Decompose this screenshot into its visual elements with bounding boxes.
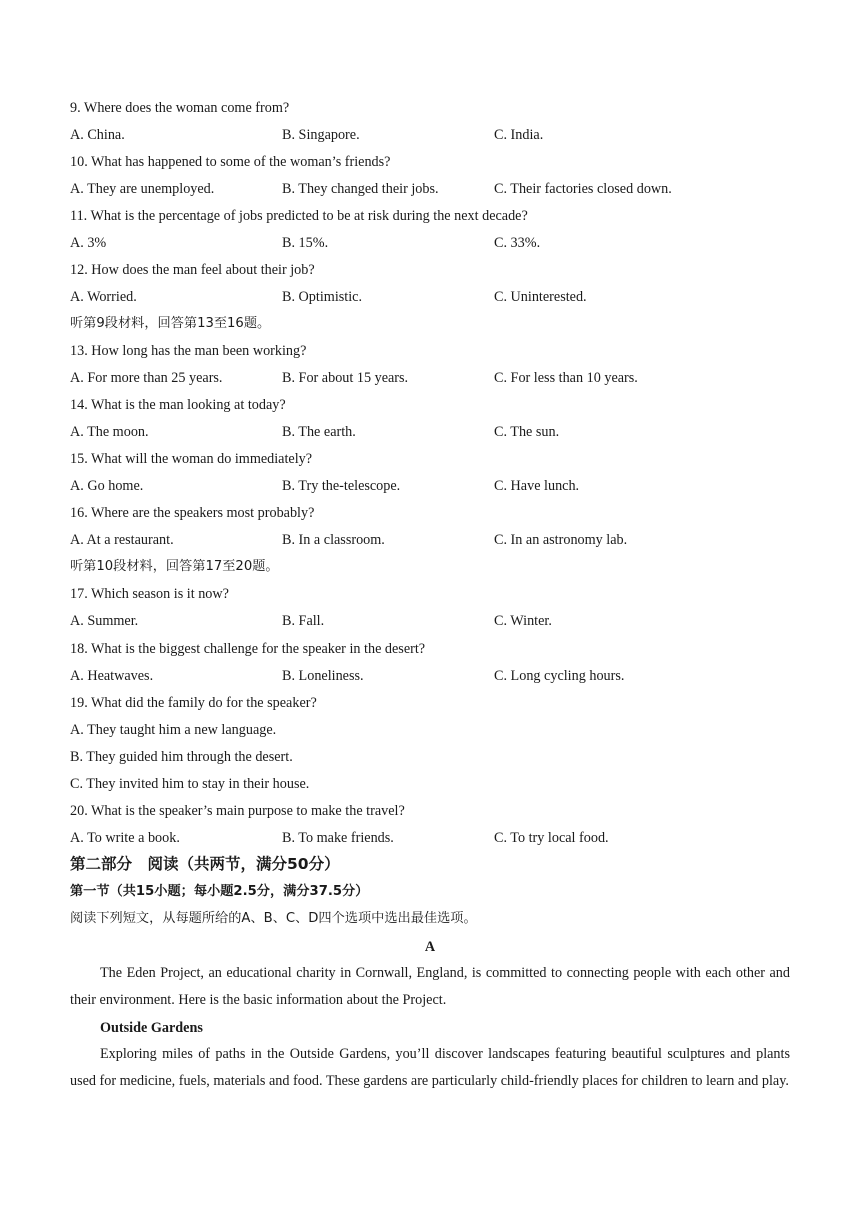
q9-option-b: B. Singapore. xyxy=(282,127,360,143)
q10-option-a: A. They are unemployed. xyxy=(70,181,215,197)
question-13: 13. How long has the man been working? xyxy=(70,343,307,359)
question-10: 10. What has happened to some of the woman’s friends? xyxy=(70,154,391,170)
passage-label: A xyxy=(424,939,436,955)
reading-directions: 阅读下列短文，从每题所给的A、B、C、D四个选项中选出最佳选项。 xyxy=(70,911,477,926)
question-19: 19. What did the family do for the speaker? xyxy=(70,695,317,711)
question-18: 18. What is the biggest challenge for the speaker in the desert? xyxy=(70,641,426,657)
q20-option-a: A. To write a book. xyxy=(70,830,180,846)
q14-option-a: A. The moon. xyxy=(70,424,149,440)
question-11: 11. What is the percentage of jobs predicted to be at risk during the next decade? xyxy=(70,208,528,224)
q17-option-b: B. Fall. xyxy=(282,613,325,629)
q12-option-b: B. Optimistic. xyxy=(282,289,363,305)
segment-9-instruction: 听第9段材料，回答第13至16题。 xyxy=(70,316,271,331)
q9-option-a: A. China. xyxy=(70,127,125,143)
q14-option-c: C. The sun. xyxy=(494,424,560,440)
q18-option-c: C. Long cycling hours. xyxy=(494,668,625,684)
q20-option-c: C. To try local food. xyxy=(494,830,609,846)
q13-option-c: C. For less than 10 years. xyxy=(494,370,638,386)
q15-option-c: C. Have lunch. xyxy=(494,478,580,494)
question-12: 12. How does the man feel about their job? xyxy=(70,262,315,278)
question-16: 16. Where are the speakers most probably? xyxy=(70,505,315,521)
question-20: 20. What is the speaker’s main purpose to make the travel? xyxy=(70,803,405,819)
section-1-heading: 第一节（共15小题；每小题2.5分，满分37.5分） xyxy=(70,884,369,899)
q15-option-a: A. Go home. xyxy=(70,478,144,494)
q19-option-b: B. They guided him through the desert. xyxy=(70,749,293,765)
q12-option-c: C. Uninterested. xyxy=(494,289,587,305)
passage-paragraph-2: Exploring miles of paths in the Outside Gardens, you’ll discover landscapes featuring beautiful sculptures and plants used for medicine, fuels, materials and food. These gardens are particularly child-friendly places for children to learn and play. xyxy=(70,1046,790,1089)
q10-option-c: C. Their factories closed down. xyxy=(494,181,672,197)
passage-paragraph-1: The Eden Project, an educational charity in Cornwall, England, is committed to connecting people with each other and their environment. Here is the basic information about the Project. xyxy=(70,965,790,1008)
question-17: 17. Which season is it now? xyxy=(70,586,229,602)
part-2-heading: 第二部分 阅读（共两节，满分50分） xyxy=(70,855,340,873)
q11-option-b: B. 15%. xyxy=(282,235,329,251)
q20-option-b: B. To make friends. xyxy=(282,830,394,846)
q16-option-b: B. In a classroom. xyxy=(282,532,385,548)
q18-option-b: B. Loneliness. xyxy=(282,668,364,684)
q17-option-a: A. Summer. xyxy=(70,613,139,629)
q15-option-b: B. Try the-telescope. xyxy=(282,478,401,494)
question-14: 14. What is the man looking at today? xyxy=(70,397,286,413)
q17-option-c: C. Winter. xyxy=(494,613,552,629)
q13-option-a: A. For more than 25 years. xyxy=(70,370,223,386)
q9-option-c: C. India. xyxy=(494,127,544,143)
q19-option-c: C. They invited him to stay in their house. xyxy=(70,776,310,792)
q16-option-a: A. At a restaurant. xyxy=(70,532,174,548)
q12-option-a: A. Worried. xyxy=(70,289,137,305)
q11-option-a: A. 3% xyxy=(70,235,107,251)
q14-option-b: B. The earth. xyxy=(282,424,356,440)
q13-option-b: B. For about 15 years. xyxy=(282,370,409,386)
segment-10-instruction: 听第10段材料，回答第17至20题。 xyxy=(70,559,279,574)
question-15: 15. What will the woman do immediately? xyxy=(70,451,313,467)
q16-option-c: C. In an astronomy lab. xyxy=(494,532,628,548)
question-9: 9. Where does the woman come from? xyxy=(70,100,290,116)
q19-option-a: A. They taught him a new language. xyxy=(70,722,277,738)
q11-option-c: C. 33%. xyxy=(494,235,541,251)
q18-option-a: A. Heatwaves. xyxy=(70,668,154,684)
passage-subheading: Outside Gardens xyxy=(100,1020,203,1036)
q10-option-b: B. They changed their jobs. xyxy=(282,181,439,197)
